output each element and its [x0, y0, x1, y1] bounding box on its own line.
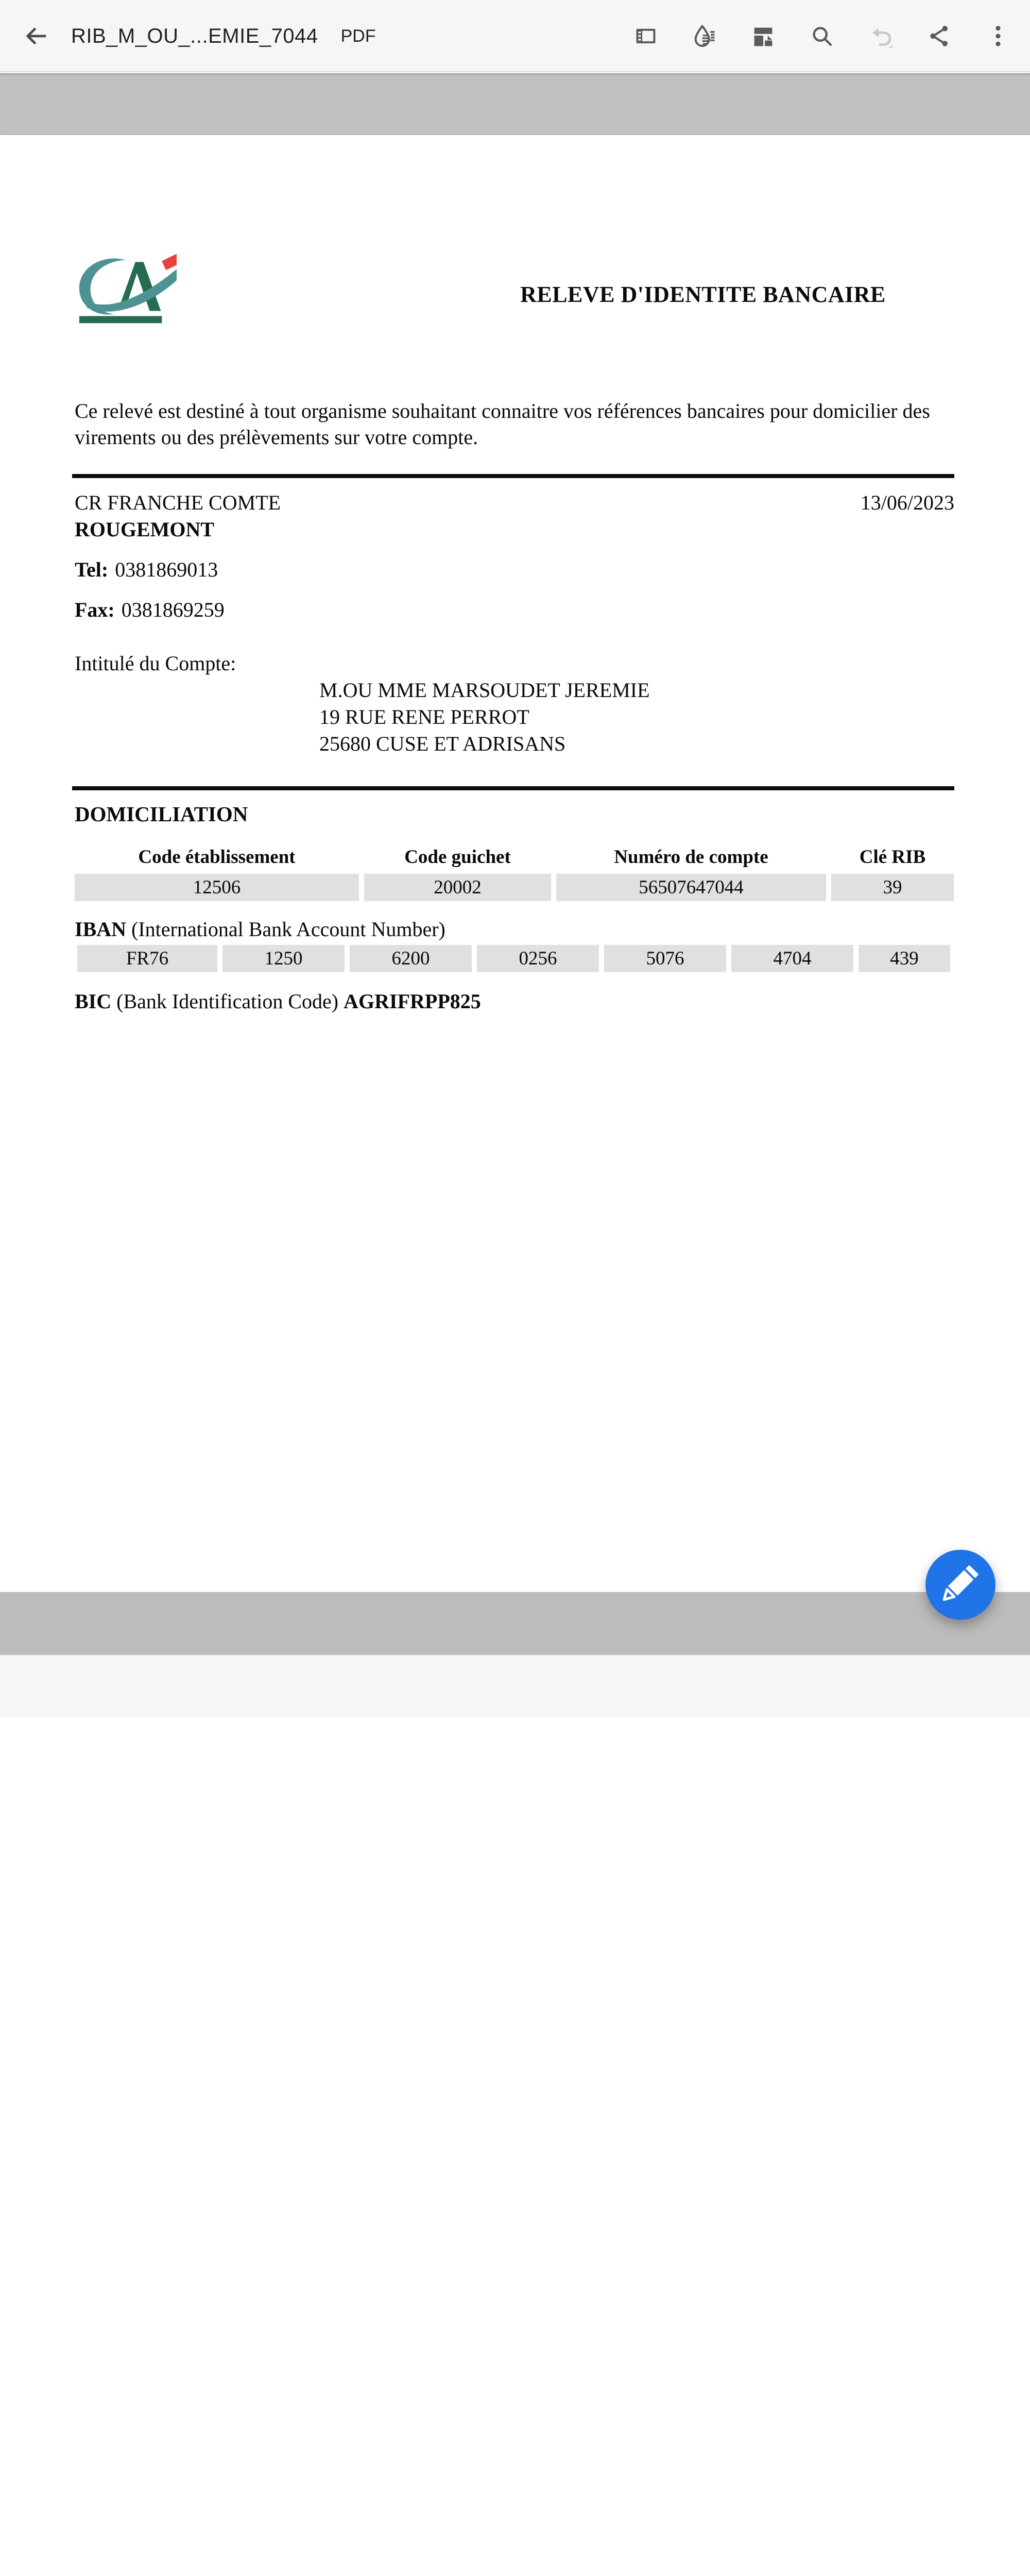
- app-bar: [0, 0, 1030, 72]
- branch-name: ROUGEMONT: [75, 518, 215, 541]
- iban-group: 0256: [477, 945, 599, 972]
- account-label: Intitulé du Compte:: [75, 652, 236, 675]
- tel-row: [75, 557, 218, 582]
- fax-value: 0381869259: [121, 598, 225, 621]
- iban-label-line: [75, 917, 445, 941]
- account-holder-line: 19 RUE RENE PERROT: [319, 705, 529, 728]
- share-icon: [926, 23, 953, 49]
- share-button[interactable]: [926, 16, 953, 56]
- fax-row: [75, 598, 225, 622]
- view-mode-button[interactable]: [750, 16, 777, 56]
- search-button[interactable]: [809, 16, 835, 56]
- back-icon: [23, 23, 49, 49]
- file-name: RIB_M_OU_...EMIE_7044: [71, 24, 318, 47]
- edit-fab[interactable]: [925, 1550, 995, 1620]
- account-holder-line: M.OU MME MARSOUDET JEREMIE: [319, 679, 650, 702]
- doc-type-label: PDF: [340, 26, 376, 46]
- cell-numero-compte: 56507647044: [556, 874, 826, 901]
- iban-group: 1250: [222, 945, 345, 972]
- rib-title: RELEVE D'IDENTITE BANCAIRE: [520, 282, 886, 307]
- column-header-etablissement: Code établissement: [138, 846, 296, 868]
- back-button[interactable]: [16, 16, 56, 56]
- account-holder-line: 25680 CUSE ET ADRISANS: [319, 732, 566, 755]
- account-holder-block: [319, 677, 650, 757]
- bank-row: [75, 490, 954, 515]
- tel-label: Tel:: [75, 558, 109, 581]
- iban-label-suffix: (International Bank Account Number): [126, 918, 445, 941]
- bic-line: [75, 989, 481, 1013]
- bic-value: AGRIFRPP825: [344, 990, 481, 1013]
- bic-label-suffix: (Bank Identification Code): [111, 990, 344, 1013]
- column-header-compte: Numéro de compte: [614, 846, 768, 868]
- iban-label: IBAN: [75, 918, 127, 941]
- intro-text: Ce relevé est destiné à tout organisme souhaitant connaitre vos références bancaires pour domicilier des virements ou des prélèvements sur votre compte.: [75, 399, 930, 449]
- credit-agricole-logo: [76, 252, 178, 325]
- ink-drop-icon: [691, 23, 718, 49]
- column-header-cle-rib: Clé RIB: [859, 846, 926, 868]
- viewer-background-top: [0, 73, 1030, 135]
- more-options-button[interactable]: [985, 16, 1011, 56]
- more-options-icon: [985, 23, 1011, 49]
- statement-date: 13/06/2023: [860, 491, 954, 514]
- thumbnail-panel-icon: [632, 23, 659, 49]
- view-mode-icon: [750, 23, 777, 49]
- toolbar-actions: [632, 0, 1011, 72]
- domiciliation-heading: DOMICILIATION: [75, 802, 248, 826]
- undo-button[interactable]: [867, 16, 894, 56]
- bank-name: CR FRANCHE COMTE: [75, 491, 281, 514]
- iban-group: 6200: [350, 945, 472, 972]
- viewer-background-bottom: [0, 1592, 1030, 1655]
- iban-group: 4704: [731, 945, 853, 972]
- tel-value: 0381869013: [115, 558, 218, 581]
- cell-code-guichet: 20002: [364, 874, 551, 901]
- cell-cle-rib: 39: [831, 874, 954, 901]
- section-rule-domiciliation: [72, 786, 954, 790]
- thumbnail-panel-button[interactable]: [632, 16, 659, 56]
- bic-label: BIC: [75, 990, 112, 1013]
- fax-label: Fax:: [75, 598, 115, 621]
- cell-code-etablissement: 12506: [75, 874, 359, 901]
- iban-group: 5076: [604, 945, 726, 972]
- iban-group: FR76: [77, 945, 217, 972]
- title-area: [71, 0, 376, 72]
- section-rule-top: [72, 474, 954, 478]
- pencil-icon: [926, 1550, 995, 1619]
- nav-bar: [0, 1655, 1030, 1717]
- ink-settings-button[interactable]: [691, 16, 718, 56]
- search-icon: [809, 23, 835, 49]
- iban-group: 439: [859, 945, 950, 972]
- undo-icon: [867, 23, 894, 49]
- column-header-guichet: Code guichet: [404, 846, 511, 868]
